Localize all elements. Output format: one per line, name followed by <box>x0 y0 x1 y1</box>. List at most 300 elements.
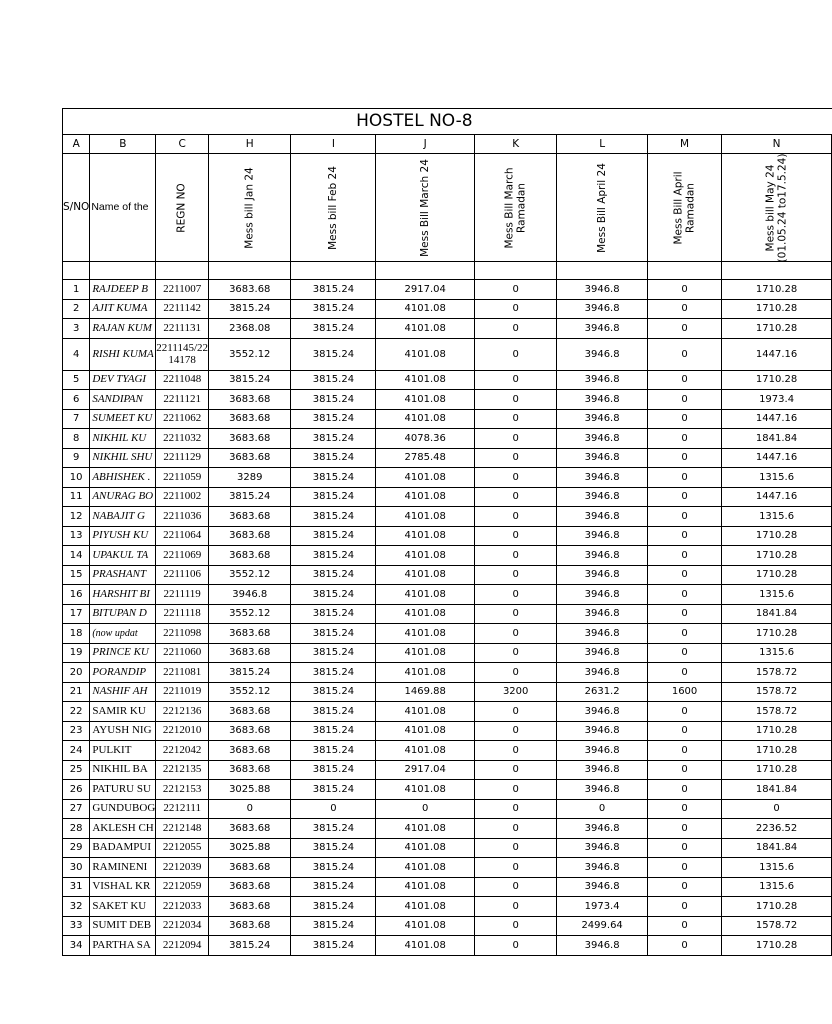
march-cell: 4101.08 <box>376 643 475 663</box>
jan-cell: 3683.68 <box>209 280 291 300</box>
table-row <box>63 585 832 605</box>
name-cell: SANDIPAN <box>90 390 156 410</box>
header-regn <box>156 154 209 262</box>
col-letter: N <box>722 135 832 154</box>
april-cell: 3946.8 <box>557 819 648 839</box>
april-cell: 3946.8 <box>557 585 648 605</box>
blank-cell <box>475 262 557 280</box>
feb-cell: 3815.24 <box>291 838 376 858</box>
feb-cell: 3815.24 <box>291 760 376 780</box>
feb-cell: 3815.24 <box>291 780 376 800</box>
jan-cell: 3815.24 <box>209 299 291 319</box>
may-cell: 1710.28 <box>722 546 832 566</box>
feb-cell: 3815.24 <box>291 819 376 839</box>
march-ramadan-cell: 0 <box>475 390 557 410</box>
header-sno: S/NO <box>63 154 90 262</box>
april-ramadan-cell: 0 <box>648 448 722 468</box>
march-ramadan-cell: 0 <box>475 643 557 663</box>
regn-cell: 2212034 <box>156 916 209 936</box>
jan-cell: 3683.68 <box>209 877 291 897</box>
march-cell: 1469.88 <box>376 682 475 702</box>
header-jan <box>209 154 291 262</box>
sno-cell: 31 <box>63 877 90 897</box>
feb-cell: 3815.24 <box>291 280 376 300</box>
feb-cell: 3815.24 <box>291 468 376 488</box>
feb-cell: 0 <box>291 799 376 819</box>
table-row <box>63 682 832 702</box>
name-cell: VISHAL KR <box>90 877 156 897</box>
table-row <box>63 643 832 663</box>
col-letter: J <box>376 135 475 154</box>
jan-cell: 3683.68 <box>209 702 291 722</box>
regn-cell: 2211002 <box>156 487 209 507</box>
march-ramadan-cell: 0 <box>475 858 557 878</box>
april-cell: 3946.8 <box>557 624 648 644</box>
name-cell: UPAKUL TA <box>90 546 156 566</box>
table-row <box>63 741 832 761</box>
col-letter: I <box>291 135 376 154</box>
feb-cell: 3815.24 <box>291 390 376 410</box>
march-cell: 4101.08 <box>376 487 475 507</box>
header-march-ramadan-line2: Ramadan <box>515 182 528 233</box>
april-ramadan-cell: 0 <box>648 663 722 683</box>
may-cell: 1315.6 <box>722 643 832 663</box>
name-cell: PRASHANT <box>90 565 156 585</box>
april-cell: 3946.8 <box>557 409 648 429</box>
may-cell: 0 <box>722 799 832 819</box>
sno-cell: 2 <box>63 299 90 319</box>
sno-cell: 30 <box>63 858 90 878</box>
april-ramadan-cell: 0 <box>648 546 722 566</box>
sno-cell: 6 <box>63 390 90 410</box>
sno-cell: 26 <box>63 780 90 800</box>
title-blank <box>475 109 832 135</box>
col-letter: M <box>648 135 722 154</box>
title-cell <box>63 109 475 135</box>
name-cell: RAMINENI <box>90 858 156 878</box>
march-cell: 4101.08 <box>376 663 475 683</box>
may-cell: 1710.28 <box>722 624 832 644</box>
name-cell: NABAJIT G <box>90 507 156 527</box>
april-cell: 3946.8 <box>557 663 648 683</box>
sno-cell: 3 <box>63 319 90 339</box>
header-regn-text: REGN NO <box>176 182 189 233</box>
regn-cell: 2211048 <box>156 370 209 390</box>
april-cell: 3946.8 <box>557 604 648 624</box>
header-may-line1: Mess bill May 24 <box>764 164 777 251</box>
april-cell: 3946.8 <box>557 741 648 761</box>
march-ramadan-cell: 0 <box>475 838 557 858</box>
jan-cell: 3683.68 <box>209 897 291 917</box>
sno-cell: 11 <box>63 487 90 507</box>
table-row <box>63 429 832 449</box>
jan-cell: 3683.68 <box>209 507 291 527</box>
march-ramadan-cell: 0 <box>475 526 557 546</box>
feb-cell: 3815.24 <box>291 448 376 468</box>
regn-cell: 2211129 <box>156 448 209 468</box>
april-cell: 3946.8 <box>557 838 648 858</box>
sno-cell: 9 <box>63 448 90 468</box>
jan-cell: 3552.12 <box>209 682 291 702</box>
jan-cell: 3815.24 <box>209 936 291 956</box>
sno-cell: 10 <box>63 468 90 488</box>
may-cell: 1447.16 <box>722 487 832 507</box>
may-cell: 1710.28 <box>722 721 832 741</box>
regn-cell: 2212111 <box>156 799 209 819</box>
april-ramadan-cell: 0 <box>648 585 722 605</box>
may-cell: 1315.6 <box>722 858 832 878</box>
feb-cell: 3815.24 <box>291 897 376 917</box>
col-letter: L <box>557 135 648 154</box>
march-ramadan-cell: 0 <box>475 624 557 644</box>
april-cell: 3946.8 <box>557 546 648 566</box>
march-ramadan-cell: 0 <box>475 916 557 936</box>
regn-cell: 2211131 <box>156 319 209 339</box>
may-cell: 1710.28 <box>722 280 832 300</box>
march-cell: 4101.08 <box>376 702 475 722</box>
sno-cell: 29 <box>63 838 90 858</box>
blank-cell <box>90 262 156 280</box>
april-ramadan-cell: 0 <box>648 409 722 429</box>
regn-cell: 2211118 <box>156 604 209 624</box>
name-cell: BADAMPUI <box>90 838 156 858</box>
march-cell: 4101.08 <box>376 468 475 488</box>
sno-cell: 16 <box>63 585 90 605</box>
table-row <box>63 897 832 917</box>
may-cell: 1710.28 <box>722 319 832 339</box>
march-ramadan-cell: 0 <box>475 280 557 300</box>
name-cell: AYUSH NIG <box>90 721 156 741</box>
jan-cell: 3552.12 <box>209 338 291 370</box>
march-ramadan-cell: 0 <box>475 546 557 566</box>
jan-cell: 3683.68 <box>209 643 291 663</box>
jan-cell: 3552.12 <box>209 604 291 624</box>
sno-cell: 24 <box>63 741 90 761</box>
march-ramadan-cell: 0 <box>475 429 557 449</box>
march-ramadan-cell: 0 <box>475 819 557 839</box>
table-row <box>63 338 832 370</box>
april-cell: 2631.2 <box>557 682 648 702</box>
col-letter: A <box>63 135 90 154</box>
regn-cell: 2212153 <box>156 780 209 800</box>
table-row <box>63 780 832 800</box>
march-ramadan-cell: 0 <box>475 585 557 605</box>
april-ramadan-cell: 0 <box>648 604 722 624</box>
april-cell: 3946.8 <box>557 319 648 339</box>
march-cell: 4101.08 <box>376 780 475 800</box>
header-april-ramadan <box>648 154 722 262</box>
april-ramadan-cell: 0 <box>648 565 722 585</box>
april-ramadan-cell: 0 <box>648 487 722 507</box>
march-cell: 4101.08 <box>376 877 475 897</box>
header-jan-text: Mess bill Jan 24 <box>243 166 256 249</box>
table-row <box>63 604 832 624</box>
april-ramadan-cell: 0 <box>648 390 722 410</box>
table-row <box>63 624 832 644</box>
april-ramadan-cell: 0 <box>648 643 722 663</box>
blank-cell <box>291 262 376 280</box>
name-cell: GUNDUBOG <box>90 799 156 819</box>
feb-cell: 3815.24 <box>291 429 376 449</box>
april-ramadan-cell: 0 <box>648 721 722 741</box>
jan-cell: 3683.68 <box>209 429 291 449</box>
april-ramadan-cell: 0 <box>648 877 722 897</box>
jan-cell: 3289 <box>209 468 291 488</box>
sno-cell: 28 <box>63 819 90 839</box>
col-letter: K <box>475 135 557 154</box>
may-cell: 1315.6 <box>722 585 832 605</box>
title-row <box>63 109 832 135</box>
name-cell: SUMIT DEB <box>90 916 156 936</box>
regn-cell: 2211081 <box>156 663 209 683</box>
april-cell: 3946.8 <box>557 780 648 800</box>
name-cell: HARSHIT BI <box>90 585 156 605</box>
table-row <box>63 280 832 300</box>
feb-cell: 3815.24 <box>291 741 376 761</box>
blank-cell <box>209 262 291 280</box>
regn-cell: 2211007 <box>156 280 209 300</box>
april-cell: 3946.8 <box>557 429 648 449</box>
march-cell: 2917.04 <box>376 760 475 780</box>
sno-cell: 13 <box>63 526 90 546</box>
feb-cell: 3815.24 <box>291 877 376 897</box>
table-row <box>63 370 832 390</box>
april-ramadan-cell: 0 <box>648 338 722 370</box>
april-cell: 3946.8 <box>557 858 648 878</box>
regn-cell: 2211119 <box>156 585 209 605</box>
header-may <box>722 154 832 262</box>
regn-cell: 2212039 <box>156 858 209 878</box>
march-cell: 4101.08 <box>376 507 475 527</box>
april-ramadan-cell: 0 <box>648 280 722 300</box>
april-cell: 1973.4 <box>557 897 648 917</box>
april-ramadan-cell: 0 <box>648 916 722 936</box>
name-cell: AJIT KUMA <box>90 299 156 319</box>
may-cell: 1841.84 <box>722 838 832 858</box>
sno-cell: 25 <box>63 760 90 780</box>
sno-cell: 17 <box>63 604 90 624</box>
table-row <box>63 838 832 858</box>
jan-cell: 3683.68 <box>209 760 291 780</box>
feb-cell: 3815.24 <box>291 643 376 663</box>
may-cell: 1710.28 <box>722 526 832 546</box>
header-april-text: Mess Bill April 24 <box>596 162 609 253</box>
column-letter-row <box>63 135 832 154</box>
march-cell: 4101.08 <box>376 338 475 370</box>
name-cell: PRINCE KU <box>90 643 156 663</box>
april-cell: 3946.8 <box>557 338 648 370</box>
table-row <box>63 702 832 722</box>
regn-cell: 2211032 <box>156 429 209 449</box>
april-cell: 3946.8 <box>557 448 648 468</box>
regn-cell: 2211145/22 14178 <box>156 338 209 370</box>
april-ramadan-cell: 0 <box>648 624 722 644</box>
march-ramadan-cell: 0 <box>475 448 557 468</box>
may-cell: 1710.28 <box>722 565 832 585</box>
jan-cell: 3683.68 <box>209 546 291 566</box>
feb-cell: 3815.24 <box>291 682 376 702</box>
feb-cell: 3815.24 <box>291 565 376 585</box>
feb-cell: 3815.24 <box>291 526 376 546</box>
march-ramadan-cell: 0 <box>475 780 557 800</box>
header-march-ramadan-line1: Mess Bill March <box>503 166 516 249</box>
regn-cell: 2212033 <box>156 897 209 917</box>
april-cell: 3946.8 <box>557 702 648 722</box>
name-cell: NIKHIL SHU <box>90 448 156 468</box>
may-cell: 1710.28 <box>722 936 832 956</box>
table-row <box>63 819 832 839</box>
april-cell: 3946.8 <box>557 487 648 507</box>
april-ramadan-cell: 0 <box>648 760 722 780</box>
march-ramadan-cell: 3200 <box>475 682 557 702</box>
regn-cell: 2212094 <box>156 936 209 956</box>
may-cell: 1315.6 <box>722 877 832 897</box>
april-cell: 3946.8 <box>557 760 648 780</box>
sno-cell: 34 <box>63 936 90 956</box>
jan-cell: 3552.12 <box>209 565 291 585</box>
march-cell: 4101.08 <box>376 390 475 410</box>
col-letter: H <box>209 135 291 154</box>
sno-cell: 21 <box>63 682 90 702</box>
name-cell: PATURU SU <box>90 780 156 800</box>
table-row <box>63 663 832 683</box>
march-cell: 4101.08 <box>376 319 475 339</box>
march-ramadan-cell: 0 <box>475 338 557 370</box>
april-ramadan-cell: 0 <box>648 319 722 339</box>
march-ramadan-cell: 0 <box>475 370 557 390</box>
april-ramadan-cell: 0 <box>648 507 722 527</box>
may-cell: 1973.4 <box>722 390 832 410</box>
regn-cell: 2212135 <box>156 760 209 780</box>
name-cell: SAMIR KU <box>90 702 156 722</box>
march-ramadan-cell: 0 <box>475 487 557 507</box>
march-cell: 4078.36 <box>376 429 475 449</box>
table-row <box>63 409 832 429</box>
march-ramadan-cell: 0 <box>475 702 557 722</box>
feb-cell: 3815.24 <box>291 507 376 527</box>
march-cell: 4101.08 <box>376 741 475 761</box>
regn-cell: 2211064 <box>156 526 209 546</box>
regn-cell: 2211121 <box>156 390 209 410</box>
name-cell: (now updat <box>90 624 156 644</box>
jan-cell: 3025.88 <box>209 838 291 858</box>
feb-cell: 3815.24 <box>291 858 376 878</box>
regn-cell: 2211062 <box>156 409 209 429</box>
april-cell: 3946.8 <box>557 468 648 488</box>
sno-cell: 12 <box>63 507 90 527</box>
sno-cell: 7 <box>63 409 90 429</box>
feb-cell: 3815.24 <box>291 409 376 429</box>
feb-cell: 3815.24 <box>291 487 376 507</box>
name-cell: DEV TYAGI <box>90 370 156 390</box>
feb-cell: 3815.24 <box>291 604 376 624</box>
feb-cell: 3815.24 <box>291 916 376 936</box>
april-cell: 3946.8 <box>557 643 648 663</box>
jan-cell: 0 <box>209 799 291 819</box>
mess-bill-table <box>62 108 832 956</box>
march-ramadan-cell: 0 <box>475 319 557 339</box>
blank-cell <box>376 262 475 280</box>
table-row <box>63 487 832 507</box>
march-ramadan-cell: 0 <box>475 741 557 761</box>
header-march-ramadan <box>475 154 557 262</box>
header-march <box>376 154 475 262</box>
sno-cell: 1 <box>63 280 90 300</box>
april-cell: 2499.64 <box>557 916 648 936</box>
name-cell: PARTHA SA <box>90 936 156 956</box>
may-cell: 1841.84 <box>722 780 832 800</box>
sno-cell: 15 <box>63 565 90 585</box>
regn-cell: 2211106 <box>156 565 209 585</box>
march-ramadan-cell: 0 <box>475 299 557 319</box>
header-march-text: Mess Bill March 24 <box>419 158 432 257</box>
april-ramadan-cell: 0 <box>648 468 722 488</box>
table-row <box>63 319 832 339</box>
feb-cell: 3815.24 <box>291 299 376 319</box>
table-row <box>63 565 832 585</box>
may-cell: 1841.84 <box>722 429 832 449</box>
regn-cell: 2212010 <box>156 721 209 741</box>
jan-cell: 3683.68 <box>209 624 291 644</box>
sno-cell: 14 <box>63 546 90 566</box>
may-cell: 1841.84 <box>722 604 832 624</box>
april-ramadan-cell: 0 <box>648 526 722 546</box>
march-cell: 4101.08 <box>376 624 475 644</box>
sno-cell: 18 <box>63 624 90 644</box>
name-cell: PULKIT <box>90 741 156 761</box>
april-cell: 0 <box>557 799 648 819</box>
april-cell: 3946.8 <box>557 526 648 546</box>
feb-cell: 3815.24 <box>291 370 376 390</box>
may-cell: 1710.28 <box>722 741 832 761</box>
april-cell: 3946.8 <box>557 507 648 527</box>
name-cell: ANURAG BO <box>90 487 156 507</box>
march-ramadan-cell: 0 <box>475 663 557 683</box>
blank-row <box>63 262 832 280</box>
march-cell: 0 <box>376 799 475 819</box>
may-cell: 1447.16 <box>722 338 832 370</box>
may-cell: 1578.72 <box>722 702 832 722</box>
april-cell: 3946.8 <box>557 390 648 410</box>
regn-cell: 2211060 <box>156 643 209 663</box>
table-row <box>63 526 832 546</box>
feb-cell: 3815.24 <box>291 721 376 741</box>
april-cell: 3946.8 <box>557 280 648 300</box>
jan-cell: 2368.08 <box>209 319 291 339</box>
may-cell: 2236.52 <box>722 819 832 839</box>
sno-cell: 5 <box>63 370 90 390</box>
header-april-ramadan-line1: Mess Bill April <box>672 170 685 245</box>
jan-cell: 3683.68 <box>209 409 291 429</box>
march-cell: 4101.08 <box>376 936 475 956</box>
april-cell: 3946.8 <box>557 299 648 319</box>
april-cell: 3946.8 <box>557 936 648 956</box>
march-ramadan-cell: 0 <box>475 468 557 488</box>
header-feb <box>291 154 376 262</box>
header-row <box>63 154 832 262</box>
name-cell: NIKHIL BA <box>90 760 156 780</box>
jan-cell: 3815.24 <box>209 487 291 507</box>
march-ramadan-cell: 0 <box>475 507 557 527</box>
march-ramadan-cell: 0 <box>475 565 557 585</box>
blank-cell <box>648 262 722 280</box>
march-ramadan-cell: 0 <box>475 799 557 819</box>
feb-cell: 3815.24 <box>291 663 376 683</box>
blank-cell <box>63 262 90 280</box>
feb-cell: 3815.24 <box>291 585 376 605</box>
may-cell: 1578.72 <box>722 663 832 683</box>
may-cell: 1578.72 <box>722 682 832 702</box>
